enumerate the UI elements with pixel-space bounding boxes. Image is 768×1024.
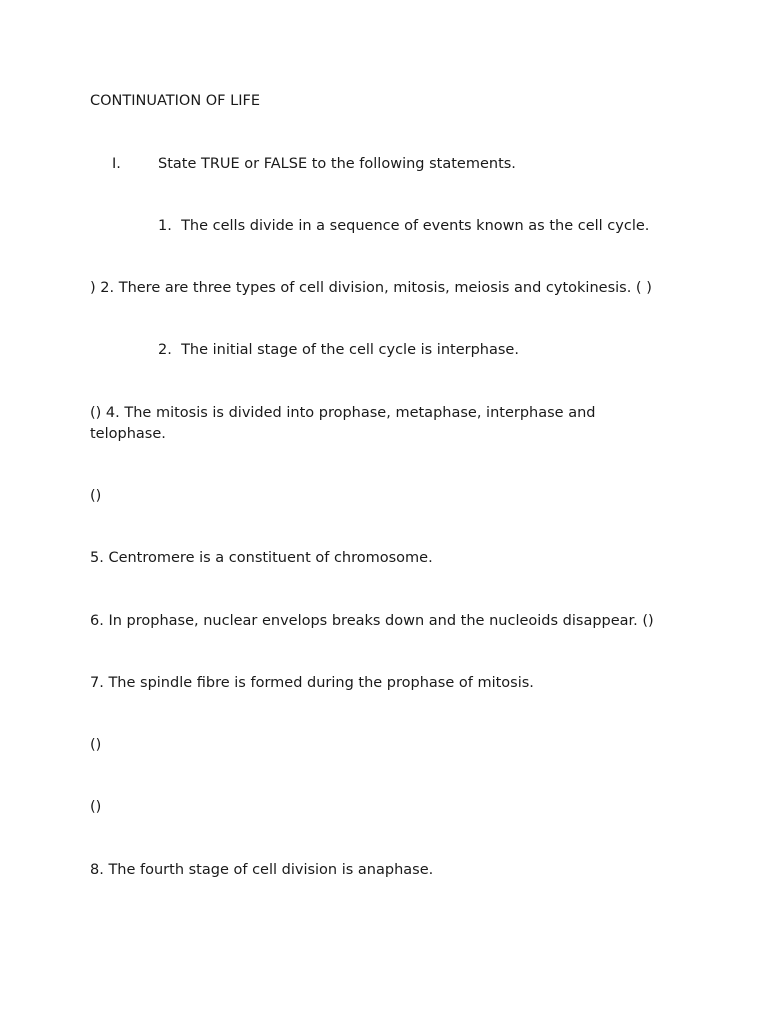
statement-number: 1.: [158, 218, 172, 234]
answer-blank: (): [90, 488, 102, 504]
answer-blank: (): [90, 737, 102, 753]
statement-item: 5. Centromere is a constituent of chromosome.: [90, 550, 433, 566]
statement-item: () 4. The mitosis is divided into prophase, metaphase, interphase and telophase.: [90, 405, 596, 442]
statement-text: The initial stage of the cell cycle is interphase.: [181, 342, 519, 358]
statement-item: ) 2. There are three types of cell division, mitosis, meiosis and cytokinesis. ( ): [90, 280, 652, 296]
statement-text: The cells divide in a sequence of events known as the cell cycle.: [181, 218, 650, 234]
statement-number: 2.: [158, 342, 172, 358]
section-instruction: State TRUE or FALSE to the following statements.: [158, 156, 516, 172]
statement-item: 8. The fourth stage of cell division is anaphase.: [90, 862, 434, 878]
statement-item: [158, 216, 649, 237]
statement-item: 7. The spindle fibre is formed during the prophase of mitosis.: [90, 675, 534, 691]
section-numeral: I.: [112, 156, 121, 172]
statement-item: 6. In prophase, nuclear envelops breaks down and the nucleoids disappear. (): [90, 613, 654, 629]
document-title: CONTINUATION OF LIFE: [90, 93, 260, 109]
statement-item: [158, 340, 519, 361]
answer-blank: (): [90, 799, 102, 815]
